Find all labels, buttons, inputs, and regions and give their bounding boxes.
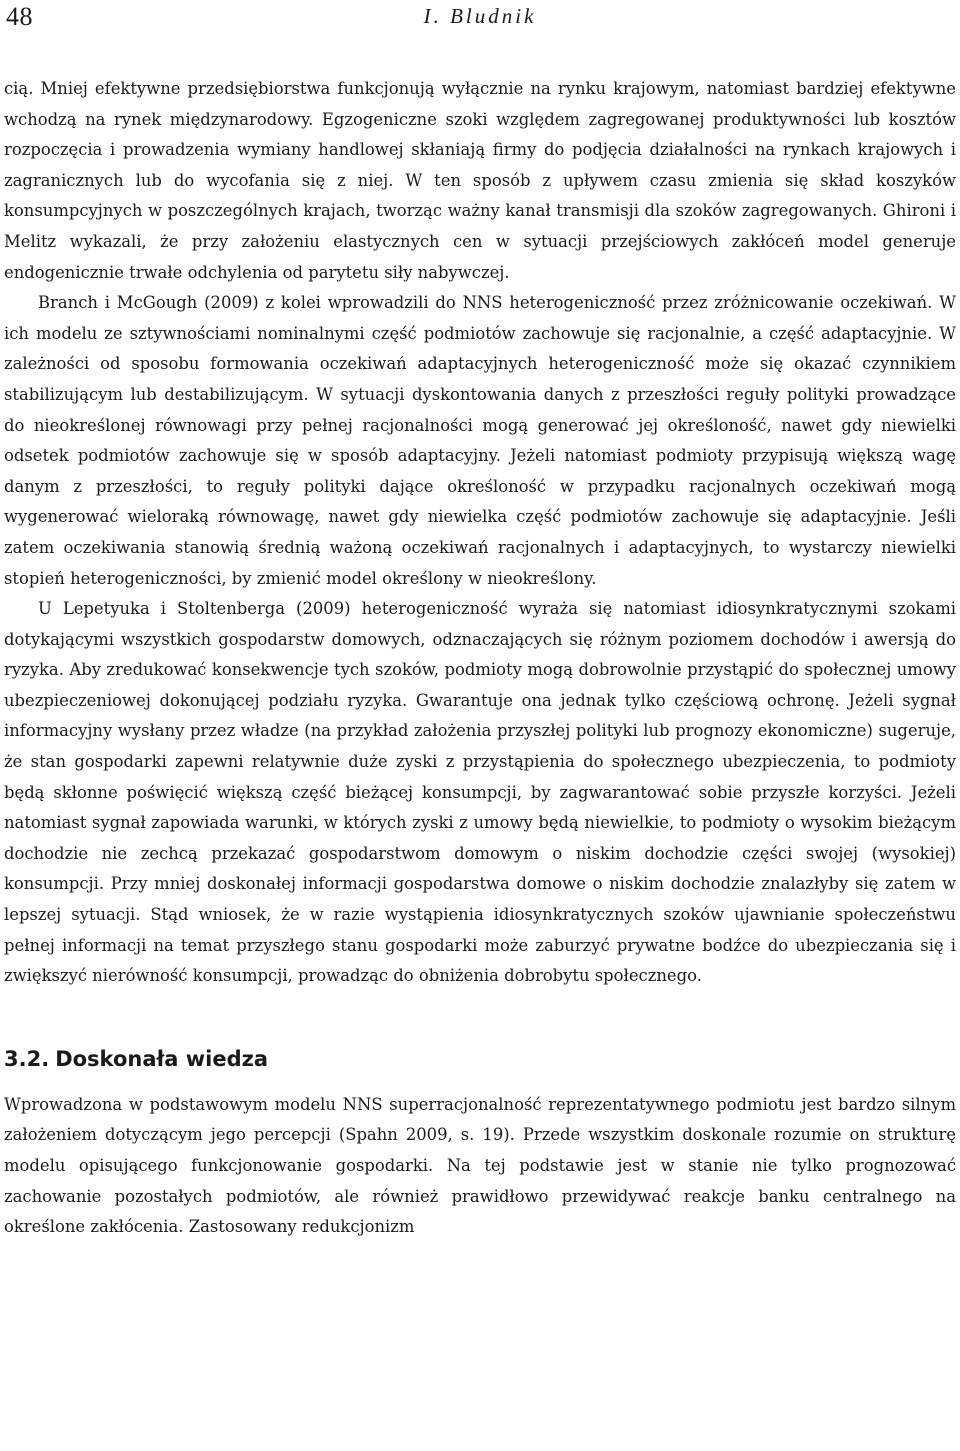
section-text xyxy=(4,1090,956,1243)
paragraph-branch-mcgough: Branch i McGough (2009) z kolei wprowadzili do NNS heterogeniczność przez zróżnicowanie oczekiwań. W ich modelu ze sztywnościami nominalnymi część podmiotów zachowuje się racjonalnie, a część adaptacyjnie. W zależności od sposobu formowania oczekiwań adaptacyjnych heterogeniczność może się okazać czynnikiem stabilizującym lub destabilizującym. W sytuacji dyskontowania danych z przeszłości reguły polityki prowadzące do nieokreślonej równowagi przy pełnej racjonalności mogą generować jej określoność, nawet gdy niewielki odsetek podmiotów zachowuje się w sposób adaptacyjny. Jeżeli natomiast podmioty przypisują większą wagę danym z przeszłości, to reguły polityki dające określoność w przypadku racjonalnych oczekiwań mogą wygenerować wieloraką równowagę, nawet gdy niewielka część podmiotów zachowuje się adaptacyjnie. Jeśli zatem oczekiwania stanowią średnią ważoną oczekiwań racjonalnych i adaptacyjnych, to wystarczy niewielki stopień heterogeniczności, by zmienić model określony w nieokreślony. xyxy=(4,293,956,588)
section-title: Doskonała wiedza xyxy=(55,1046,269,1071)
section-paragraph: Wprowadzona w podstawowym modelu NNS superracjonalność reprezentatywnego podmiotu jest bardzo silnym założeniem dotyczącym jego percepcji (Spahn 2009, s. 19). Przede wszystkim doskonale rozumie on strukturę modelu opisującego funkcjonowanie gospodarki. Na tej podstawie jest w stanie nie tylko prognozować zachowanie pozostałych podmiotów, ale również prawidłowo przewidywać reakcje banku centralnego na określone zakłócenia. Zastosowany redukcjonizm xyxy=(4,1094,956,1237)
section-number: 3.2. xyxy=(4,1046,50,1071)
page-number: 48 xyxy=(6,2,33,31)
running-head xyxy=(4,0,956,34)
section-heading xyxy=(4,1044,956,1074)
paragraph-continuation: cią. Mniej efektywne przedsiębiorstwa funkcjonują wyłącznie na rynku krajowym, natomiast bardziej efektywne wchodzą na rynek międzynarodowy. Egzogeniczne szoki względem zagregowanej produktywności lub kosztów rozpoczęcia i prowadzenia wymiany handlowej skłaniają firmy do podjęcia działalności na rynkach krajowych i zagranicznych lub do wycofania się z niej. W ten sposób z upływem czasu zmienia się skład koszyków konsumpcyjnych w poszczególnych krajach, tworząc ważny kanał transmisji dla szoków zagregowanych. Ghironi i Melitz wykazali, że przy założeniu elastycznych cen w sytuacji przejściowych zakłóceń model generuje endogenicznie trwałe odchylenia od parytetu siły nabywczej. xyxy=(4,79,956,282)
paragraph-lepetyuk-stoltenberg: U Lepetyuka i Stoltenberga (2009) heterogeniczność wyraża się natomiast idiosynkratycznymi szokami dotykającymi wszystkich gospodarstw domowych, odznaczających się różnym poziomem dochodów i awersją do ryzyka. Aby zredukować konsekwencje tych szoków, podmioty mogą dobrowolnie przystąpić do społecznej umowy ubezpieczeniowej dokonującej podziału ryzyka. Gwarantuje ona jednak tylko częściową ochronę. Jeżeli sygnał informacyjny wysłany przez władze (na przykład założenia przyszłej polityki lub prognozy ekonomiczne) sugeruje, że stan gospodarki zapewni relatywnie duże zyski z przystąpienia do społecznego ubezpieczenia, to podmioty będą skłonne poświęcić większą część bieżącej konsumpcji, by zagwarantować sobie przyszłe korzyści. Jeżeli natomiast sygnał zapowiada warunki, w których zyski z umowy będą niewielkie, to podmioty o wysokim bieżącym dochodzie nie zechcą przekazać gospodarstwom domowym o niskim dochodzie części swojej (wysokiej) konsumpcji. Przy mniej doskonałej informacji gospodarstwa domowe o niskim dochodzie znalazłyby się zatem w lepszej sytuacji. Stąd wniosek, że w razie wystąpienia idiosynkratycznych szoków ujawnianie społeczeństwu pełnej informacji na temat przyszłego stanu gospodarki może zaburzyć prywatne bodźce do ubezpieczania się i zwiększyć nierówność konsumpcji, prowadząc do obniżenia dobrobytu społecznego. xyxy=(4,599,956,986)
running-head-author: I. Bludnik xyxy=(423,4,537,28)
body-text xyxy=(4,74,956,992)
